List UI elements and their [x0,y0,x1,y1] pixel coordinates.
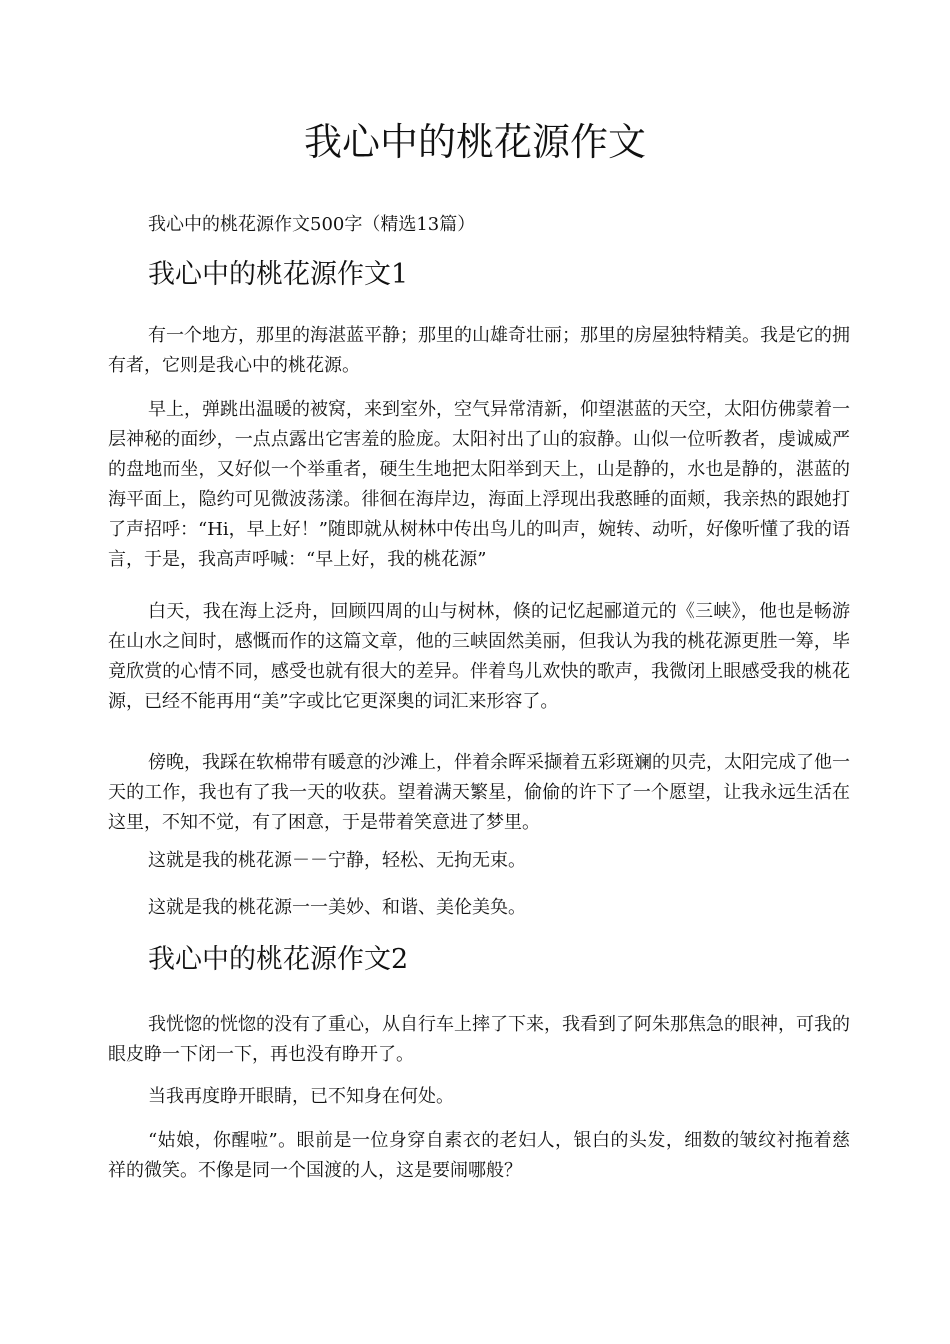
document-title: 我心中的桃花源作文 [303,120,646,164]
paragraph: 傍晚，我踩在软棉带有暖意的沙滩上，伴着余晖采撷着五彩斑斓的贝壳，太阳完成了他一天的工作，我也有了我一天的收获。望着满天繁星，偷偷的许下了一个愿望，让我永远生活在这里，不知不觉，有了困意，于是带着笑意进了梦里。 [108,752,850,833]
paragraph: 早上，弹跳出温暖的被窝，来到室外，空气异常清新，仰望湛蓝的天空，太阳仿佛蒙着一层神秘的面纱，一点点露出它害羞的脸庞。太阳衬出了山的寂静。山似一位听教者，虔诚威严的盘地而坐，又好似一个举重者，硬生生地把太阳举到天上，山是静的，水也是静的，湛蓝的海平面上，隐约可见微波荡漾。徘徊在海岸边，海面上浮现出我憨睡的面颊，我亲热的跟她打了声招呼：“Hi，早上好！”随即就从树林中传出鸟儿的叫声，婉转、动听，好像听懂了我的语言，于是，我高声呼喊：“早上好，我的桃花源” [108,399,850,570]
document-subtitle: 我心中的桃花源作文500字（精选13篇） [148,214,476,235]
section-heading-1: 我心中的桃花源作文1 [148,259,409,290]
section-heading-2: 我心中的桃花源作文2 [148,944,409,975]
paragraph: 有一个地方，那里的海湛蓝平静；那里的山雄奇壮丽；那里的房屋独特精美。我是它的拥有者，它则是我心中的桃花源。 [108,325,850,376]
paragraph: 白天，我在海上泛舟，回顾四周的山与树林，倏的记忆起郦道元的《三峡》，他也是畅游在山水之间时，感慨而作的这篇文章，他的三峡固然美丽，但我认为我的桃花源更胜一筹，毕竟欣赏的心情不同，感受也就有很大的差异。伴着鸟儿欢快的歌声，我微闭上眼感受我的桃花源，已经不能再用“美”字或比它更深奥的词汇来形容了。 [108,601,850,712]
paragraph: 我恍惚的恍惚的没有了重心，从自行车上摔了下来，我看到了阿朱那焦急的眼神，可我的眼皮睁一下闭一下，再也没有睁开了。 [108,1014,850,1065]
paragraph: 当我再度睁开眼睛，已不知身在何处。 [148,1086,454,1107]
paragraph: 这就是我的桃花源一一美妙、和谐、美伦美奂。 [148,897,526,918]
paragraph: “姑娘，你醒啦”。眼前是一位身穿自素衣的老妇人，银白的头发，细数的皱纹衬拖着慈祥的微笑。不像是同一个国渡的人，这是要闹哪般？ [108,1130,850,1181]
paragraph: 这就是我的桃花源－－宁静，轻松、无拘无束。 [148,850,526,871]
